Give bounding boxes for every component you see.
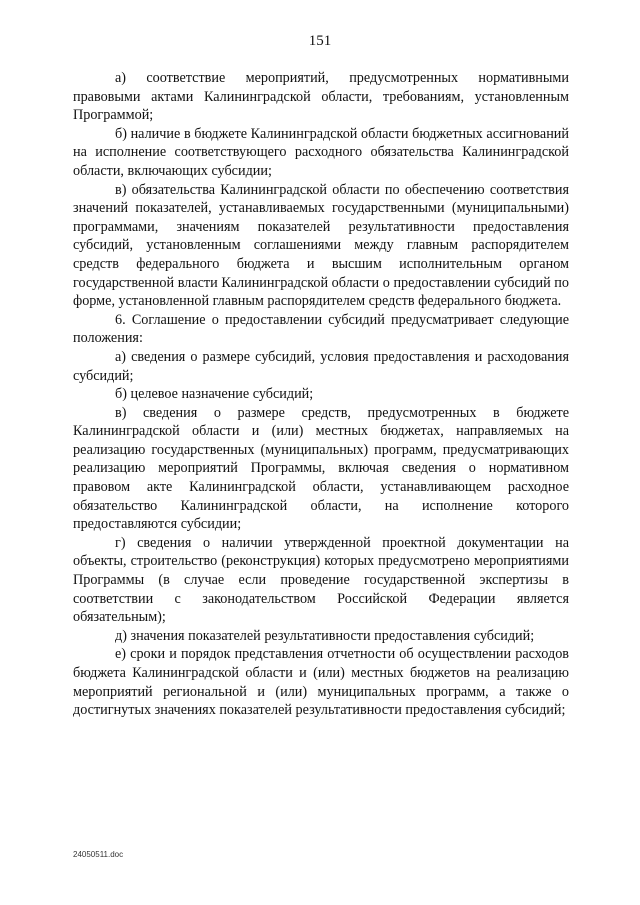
paragraph-b-purpose: б) целевое назначение субсидий;	[115, 386, 314, 403]
paragraph-e-reporting: е) сроки и порядок представления отчетности об осуществлении расходов бюджета Калининградской области и (или) местных бюджетов на реализацию мероприятий региональной и (или) муниципальных программ, а также о достигнутых значениях показателей результативности предоставления субсидий;	[73, 646, 569, 719]
paragraph-v-obligations: в) обязательства Калининградской области по обеспечению соответствия значений показателей, устанавливаемых государственными (муниципальными) программами, значениям показателей результативности предоставления субсидий, установленным соглашениями между главным распорядителем средств федерального бюджета и высшим исполнительным органом государственной власти Калининградской области о предоставлении субсидий по форме, установленной главным распорядителем средств федерального бюджета.	[73, 181, 569, 310]
paragraph-v-funds-info: в) сведения о размере средств, предусмотренных в бюджете Калининградской области и (или) местных бюджетах, направляемых на реализацию государственных (муниципальных) программ, предусматривающих реализацию мероприятий Программы, включая сведения о нормативном правовом акте Калининградской области, устанавливающем расходное обязательство Калининградской области, на исполнение которого предоставляются субсидии;	[73, 404, 569, 533]
paragraph-d-indicators: д) значения показателей результативности предоставления субсидий;	[115, 627, 535, 644]
file-name-footer: 24050511.doc	[73, 850, 124, 859]
paragraph-b-budget-allocations: б) наличие в бюджете Калининградской области бюджетных ассигнований на исполнение соответствующего расходного обязательства Калининградской области, включающих субсидии;	[73, 125, 569, 179]
paragraph-a-compliance: а) соответствие мероприятий, предусмотренных нормативными правовыми актами Калининградской области, требованиям, установленным Программой;	[73, 70, 569, 124]
document-body	[73, 69, 569, 720]
paragraph-6-agreement: 6. Соглашение о предоставлении субсидий предусматривает следующие положения:	[73, 311, 569, 347]
page-number: 151	[308, 33, 332, 49]
paragraph-a-subsidy-size: а) сведения о размере субсидий, условия предоставления и расходования субсидий;	[73, 348, 569, 384]
paragraph-g-project-docs: г) сведения о наличии утвержденной проектной документации на объекты, строительство (реконструкция) которых предусмотрено мероприятиями Программы (в случае если проведение государственной экспертизы в соответствии с законодательством Российской Федерации является обязательным);	[73, 534, 569, 626]
